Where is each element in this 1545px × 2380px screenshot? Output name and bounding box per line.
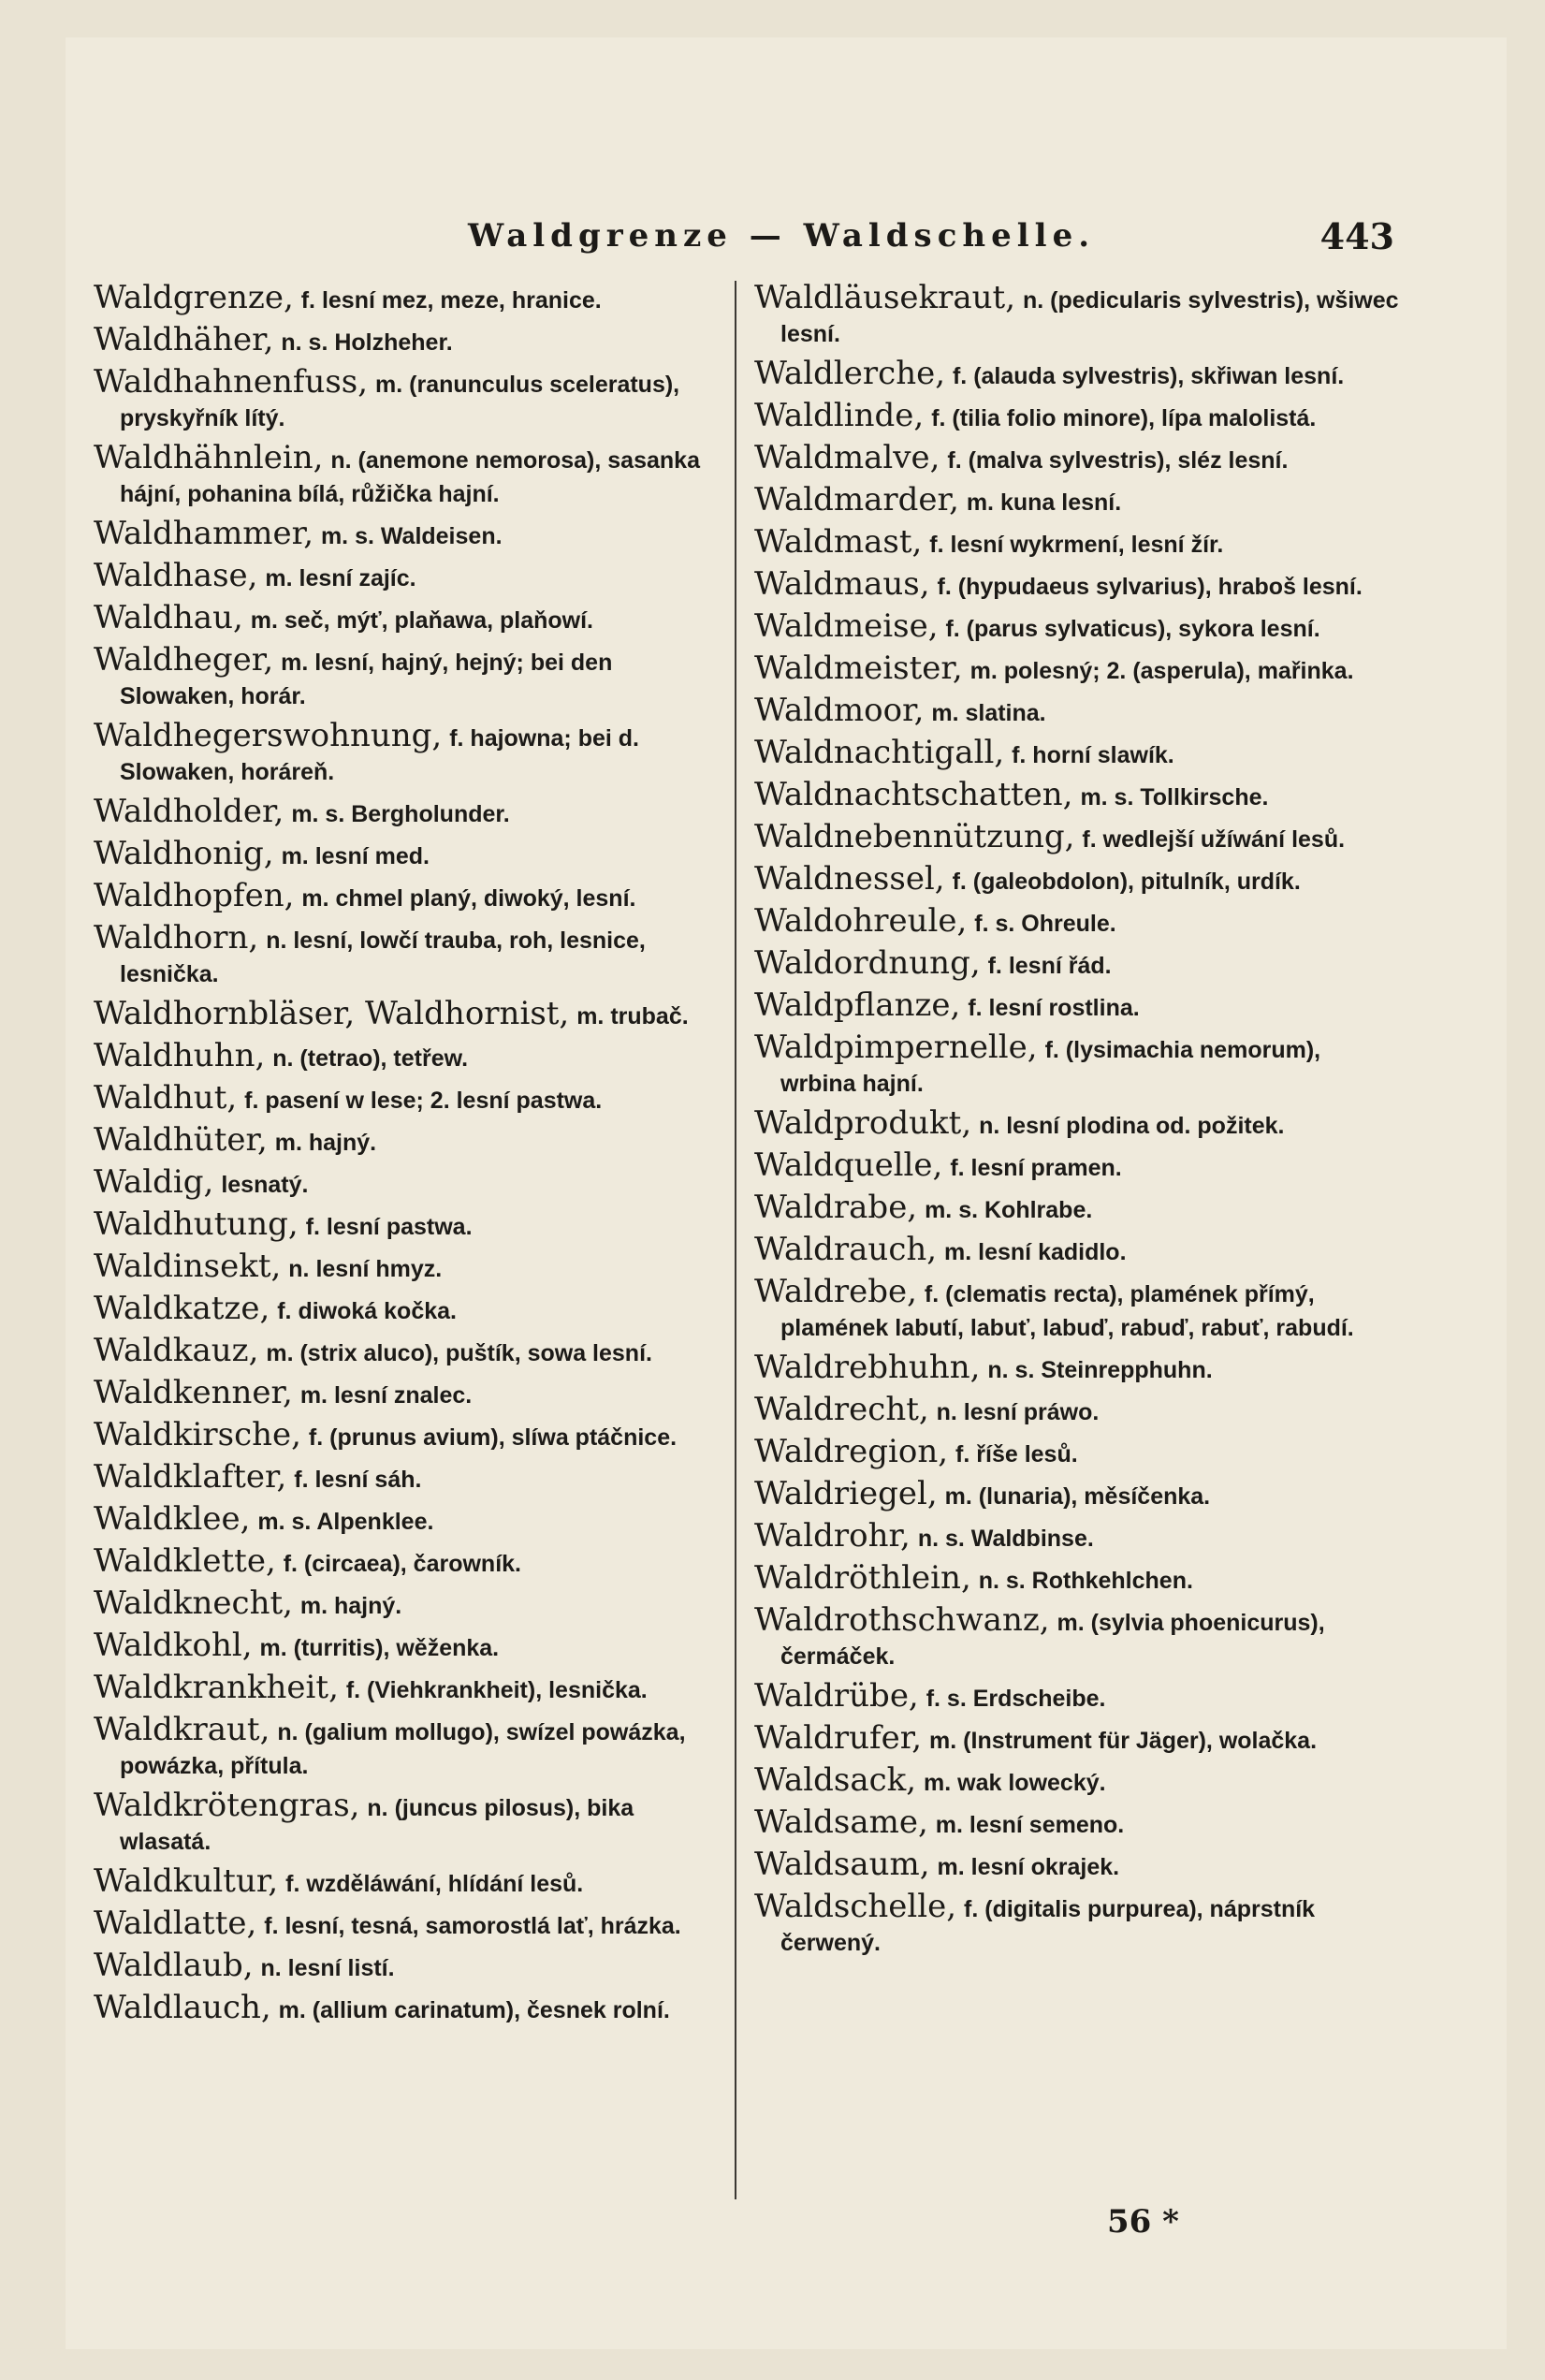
entry-definition: m. wak lowecký. — [924, 1770, 1106, 1796]
column-divider — [735, 281, 736, 2199]
dictionary-entry — [94, 921, 721, 991]
entry-definition: f. diwoká kočka. — [277, 1298, 457, 1324]
entry-headword: Waldkauz, — [94, 1332, 259, 1369]
entry-definition: f. (galeobdolon), pitulník, urdík. — [952, 869, 1301, 895]
entry-headword: Waldhase, — [94, 557, 258, 594]
entry-definition: f. pasení w lese; 2. lesní pastwa. — [244, 1088, 603, 1114]
entry-headword: Waldkenner, — [94, 1374, 293, 1411]
entry-headword: Waldrufer, — [754, 1719, 923, 1757]
entry-definition: n. (tetrao), tetřew. — [272, 1045, 469, 1072]
entry-headword: Waldrecht, — [754, 1391, 929, 1428]
dictionary-entry — [754, 904, 1400, 941]
entry-headword: Waldrohr, — [754, 1517, 911, 1555]
page-header — [468, 217, 1394, 273]
entry-headword: Waldmeister, — [754, 650, 963, 687]
dictionary-entry — [754, 1805, 1400, 1842]
entry-headword: Waldklee, — [94, 1500, 251, 1538]
dictionary-entry — [754, 1721, 1400, 1758]
dictionary-entry — [94, 837, 721, 873]
entry-definition: f. lesní wykrmení, lesní žír. — [929, 532, 1224, 558]
entry-headword: Waldkrötengras, — [94, 1787, 360, 1824]
left-column — [94, 281, 721, 2033]
entry-definition: n. (galium mollugo), swízel powázka, powázka, přítula. — [120, 1719, 686, 1779]
entry-headword: Waldlauch, — [94, 1989, 271, 2026]
dictionary-entry — [94, 1334, 721, 1370]
dictionary-entry — [754, 525, 1400, 562]
dictionary-entry — [754, 1030, 1400, 1101]
dictionary-entry — [754, 1890, 1400, 1960]
entry-headword: Waldkultur, — [94, 1862, 279, 1900]
dictionary-entry — [94, 997, 721, 1033]
entry-definition: m. (Instrument für Jäger), wolačka. — [929, 1728, 1318, 1754]
entry-definition: f. s. Erdscheibe. — [926, 1686, 1106, 1712]
entry-headword: Waldmarder, — [754, 481, 959, 518]
entry-definition: m. s. Waldeisen. — [320, 523, 503, 549]
entry-headword: Waldrabe, — [754, 1189, 918, 1226]
entry-headword: Waldpimpernelle, — [754, 1029, 1038, 1066]
entry-headword: Waldhornbläser, Waldhornist, — [94, 995, 570, 1032]
entry-headword: Waldhähnlein, — [94, 439, 324, 476]
entry-definition: f. (malva sylvestris), sléz lesní. — [947, 447, 1289, 474]
dictionary-entry — [94, 281, 721, 317]
entry-headword: Waldquelle, — [754, 1146, 943, 1184]
entry-definition: n. s. Holzheher. — [281, 329, 453, 356]
entry-headword: Waldhegerswohnung, — [94, 717, 443, 754]
entry-headword: Waldkohl, — [94, 1627, 253, 1664]
entry-definition: m. trubač. — [576, 1003, 689, 1029]
dictionary-entry — [94, 1991, 721, 2027]
dictionary-entry — [94, 601, 721, 637]
entry-headword: Waldschelle, — [754, 1888, 957, 1925]
entry-headword: Waldohreule, — [754, 902, 968, 940]
entry-headword: Waldhopfen, — [94, 877, 295, 914]
dictionary-entry — [754, 567, 1400, 604]
entry-definition: f. wedlejší užíwání lesů. — [1082, 826, 1346, 853]
dictionary-entry — [754, 946, 1400, 983]
dictionary-entry — [754, 736, 1400, 772]
entry-headword: Waldkirsche, — [94, 1416, 301, 1453]
entry-headword: Waldrebe, — [754, 1273, 917, 1310]
dictionary-entry — [754, 1351, 1400, 1387]
entry-definition: m. lesní kadidlo. — [944, 1239, 1127, 1265]
entry-headword: Waldsack, — [754, 1761, 917, 1799]
entry-definition: f. lesní řád. — [987, 953, 1112, 979]
dictionary-entry — [94, 1123, 721, 1160]
dictionary-entry — [94, 1207, 721, 1244]
dictionary-entry — [754, 1233, 1400, 1269]
entry-headword: Waldkrankheit, — [94, 1669, 339, 1706]
entry-headword: Waldröthlein, — [754, 1559, 971, 1597]
entry-headword: Waldregion, — [754, 1433, 949, 1470]
dictionary-entry — [94, 1165, 721, 1202]
dictionary-entry — [754, 988, 1400, 1025]
dictionary-entry — [94, 323, 721, 359]
dictionary-entry — [94, 559, 721, 595]
entry-definition: n. (pedicularis sylvestris), wšiwec lesní. — [780, 287, 1399, 347]
entry-definition: m. chmel planý, diwoký, lesní. — [301, 885, 636, 912]
dictionary-entry — [94, 1949, 721, 1985]
dictionary-entry — [94, 1713, 721, 1783]
dictionary-entry — [94, 1502, 721, 1539]
entry-headword: Waldklafter, — [94, 1458, 287, 1496]
entry-headword: Waldrübe, — [754, 1677, 919, 1715]
entry-headword: Waldinsekt, — [94, 1248, 282, 1285]
entry-headword: Waldordnung, — [754, 944, 981, 982]
entry-headword: Waldkatze, — [94, 1290, 270, 1327]
dictionary-entry — [94, 1460, 721, 1497]
entry-definition: f. lesní mez, meze, hranice. — [300, 287, 602, 314]
entry-definition: m. (ranunculus sceleratus), pryskyřník lítý. — [120, 372, 680, 431]
entry-headword: Waldholder, — [94, 793, 284, 830]
dictionary-entry — [754, 1393, 1400, 1429]
dictionary-entry — [754, 483, 1400, 519]
entry-definition: f. lesní sáh. — [294, 1467, 422, 1493]
entry-headword: Waldhüter, — [94, 1121, 268, 1159]
dictionary-entry — [754, 609, 1400, 646]
entry-headword: Waldhahnenfuss, — [94, 363, 369, 401]
dictionary-entry — [754, 441, 1400, 477]
entry-definition: m. lesní znalec. — [299, 1382, 473, 1409]
entry-headword: Waldmoor, — [754, 692, 925, 729]
right-column — [754, 281, 1400, 1965]
dictionary-entry — [94, 1544, 721, 1581]
dictionary-entry — [94, 1789, 721, 1859]
dictionary-entry — [754, 862, 1400, 898]
entry-definition: n. lesní práwo. — [936, 1399, 1100, 1425]
entry-headword: Waldmalve, — [754, 439, 940, 476]
entry-definition: n. lesní listí. — [260, 1955, 395, 1981]
entry-definition: f. wzděláwání, hlídání lesů. — [285, 1871, 584, 1897]
entry-headword: Waldhutung, — [94, 1205, 299, 1243]
dictionary-entry — [94, 1418, 721, 1454]
entry-definition: m. lesní, hajný, hejný; bei den Slowaken, horár. — [120, 650, 613, 709]
entry-headword: Waldheger, — [94, 641, 274, 679]
entry-definition: f. (parus sylvaticus), sykora lesní. — [945, 616, 1320, 642]
entry-headword: Waldmast, — [754, 523, 923, 561]
entry-definition: m. lesní okrajek. — [937, 1854, 1120, 1880]
dictionary-entry — [94, 1292, 721, 1328]
entry-definition: f. lesní, tesná, samorostlá lať, hrázka. — [264, 1913, 681, 1939]
dictionary-entry — [754, 357, 1400, 393]
entry-definition: m. slatina. — [931, 700, 1046, 726]
entry-definition: m. (sylvia phoenicurus), čermáček. — [780, 1610, 1325, 1670]
entry-headword: Waldriegel, — [754, 1475, 938, 1512]
entry-headword: Waldig, — [94, 1163, 214, 1201]
entry-headword: Waldhammer, — [94, 515, 313, 552]
entry-definition: f. říše lesů. — [955, 1441, 1078, 1467]
entry-definition: m. s. Tollkirsche. — [1080, 784, 1269, 810]
entry-definition: f. (alauda sylvestris), skřiwan lesní. — [952, 363, 1345, 389]
entry-headword: Waldrebhuhn, — [754, 1349, 981, 1386]
entry-headword: Waldhonig, — [94, 835, 274, 872]
entry-definition: f. (tilia folio minore), lípa malolistá. — [931, 405, 1317, 431]
entry-headword: Waldläusekraut, — [754, 279, 1016, 316]
entry-headword: Waldkraut, — [94, 1711, 270, 1748]
dictionary-entry — [754, 1275, 1400, 1345]
entry-headword: Waldnachtigall, — [754, 734, 1005, 771]
entry-headword: Waldhut, — [94, 1079, 238, 1117]
entry-headword: Waldhau, — [94, 599, 243, 636]
entry-headword: Waldnebennützung, — [754, 818, 1075, 855]
entry-headword: Waldmaus, — [754, 565, 930, 603]
dictionary-entry — [94, 517, 721, 553]
entry-headword: Waldrothschwanz, — [754, 1601, 1050, 1639]
entry-definition: f. (digitalis purpurea), náprstník čerwený. — [780, 1896, 1316, 1956]
entry-headword: Waldprodukt, — [754, 1104, 972, 1142]
dictionary-entry — [754, 1847, 1400, 1884]
entry-definition: m. (turritis), wěženka. — [259, 1635, 500, 1661]
entry-definition: m. (strix aluco), puštík, sowa lesní. — [266, 1340, 652, 1366]
page-number: 443 — [1319, 215, 1394, 257]
entry-definition: f. (prunus avium), slíwa ptáčnice. — [308, 1424, 678, 1451]
entry-definition: m. polesný; 2. (asperula), mařinka. — [969, 658, 1354, 684]
dictionary-entry — [94, 1081, 721, 1117]
entry-headword: Waldrauch, — [754, 1231, 938, 1268]
entry-definition: m. lesní semeno. — [935, 1812, 1125, 1838]
entry-definition: m. seč, mýť, plaňawa, plaňowí. — [250, 607, 593, 634]
entry-headword: Waldgrenze, — [94, 279, 294, 316]
entry-headword: Waldhäher, — [94, 321, 274, 358]
entry-definition: f. lesní rostlina. — [968, 995, 1140, 1021]
dictionary-entry — [94, 1039, 721, 1075]
entry-definition: f. (hypudaeus sylvarius), hraboš lesní. — [937, 574, 1363, 600]
entry-definition: f. horní slawík. — [1012, 742, 1174, 768]
dictionary-entry — [754, 399, 1400, 435]
dictionary-entry — [754, 1435, 1400, 1471]
entry-definition: n. lesní, lowčí trauba, roh, lesnice, lesnička. — [120, 927, 646, 987]
entry-definition: f. lesní pastwa. — [305, 1214, 473, 1240]
dictionary-entry — [94, 879, 721, 915]
entry-headword: Waldmeise, — [754, 607, 939, 645]
entry-definition: m. (allium carinatum), česnek rolní. — [278, 1997, 670, 2023]
entry-definition: f. lesní pramen. — [950, 1155, 1122, 1181]
entry-definition: f. s. Ohreule. — [974, 911, 1116, 937]
entry-headword: Waldnachtschatten, — [754, 776, 1073, 813]
entry-definition: f. (clematis recta), plamének přímý, plamének labutí, labuť, labuď, rabuď, rabuť, rabudí. — [780, 1281, 1354, 1341]
dictionary-entry — [94, 1906, 721, 1943]
dictionary-entry — [94, 1376, 721, 1412]
dictionary-entry — [754, 1763, 1400, 1800]
dictionary-entry — [754, 694, 1400, 730]
entry-definition: m. kuna lesní. — [966, 489, 1122, 516]
entry-definition: m. hajný. — [299, 1593, 402, 1619]
running-head: Waldgrenze — Waldschelle. — [468, 217, 1096, 255]
dictionary-entry — [754, 778, 1400, 814]
dictionary-entry — [94, 365, 721, 435]
entry-headword: Waldlatte, — [94, 1905, 257, 1942]
entry-definition: n. s. Rothkehlchen. — [978, 1568, 1193, 1594]
dictionary-entry — [754, 1148, 1400, 1185]
dictionary-entry — [754, 1106, 1400, 1143]
entry-headword: Waldhuhn, — [94, 1037, 266, 1074]
dictionary-entry — [94, 719, 721, 789]
entry-definition: f. (lysimachia nemorum), wrbina hajní. — [780, 1037, 1321, 1097]
entry-definition: f. hajowna; bei d. Slowaken, horáreň. — [120, 725, 639, 785]
entry-definition: n. lesní plodina od. požitek. — [979, 1113, 1285, 1139]
dictionary-entry — [754, 651, 1400, 688]
entry-definition: m. (lunaria), měsíčenka. — [944, 1483, 1211, 1510]
entry-headword: Waldsame, — [754, 1803, 928, 1841]
entry-headword: Waldnessel, — [754, 860, 945, 898]
signature-mark: 56 * — [1107, 2203, 1179, 2241]
entry-definition: n. lesní hmyz. — [288, 1256, 443, 1282]
entry-definition: n. (anemone nemorosa), sasanka hájní, pohanina bílá, růžička hajní. — [120, 447, 700, 507]
entry-definition: m. lesní zajíc. — [265, 565, 416, 591]
entry-definition: n. (juncus pilosus), bika wlasatá. — [120, 1795, 634, 1855]
dictionary-entry — [94, 441, 721, 511]
dictionary-entry — [94, 1249, 721, 1286]
dictionary-entry — [754, 1190, 1400, 1227]
dictionary-entry — [94, 1628, 721, 1665]
entry-definition: f. (circaea), čarowník. — [283, 1551, 521, 1577]
entry-definition: m. s. Alpenklee. — [257, 1509, 434, 1535]
entry-headword: Waldsaum, — [754, 1846, 930, 1883]
entry-definition: n. s. Waldbinse. — [917, 1526, 1094, 1552]
entry-headword: Waldlerche, — [754, 355, 946, 392]
entry-headword: Waldpflanze, — [754, 986, 961, 1024]
dictionary-entry — [94, 1864, 721, 1901]
entry-definition: m. hajný. — [274, 1130, 377, 1156]
dictionary-entry — [754, 1519, 1400, 1555]
entry-headword: Waldlinde, — [754, 397, 925, 434]
dictionary-entry — [754, 820, 1400, 856]
entry-definition: m. s. Bergholunder. — [291, 801, 510, 827]
entry-definition: lesnatý. — [221, 1172, 309, 1198]
dictionary-entry — [94, 1671, 721, 1707]
dictionary-entry — [94, 1586, 721, 1623]
entry-headword: Waldlaub, — [94, 1947, 254, 1984]
dictionary-entry — [754, 1679, 1400, 1716]
dictionary-entry — [94, 795, 721, 831]
dictionary-entry — [754, 281, 1400, 351]
entry-headword: Waldklette, — [94, 1542, 276, 1580]
entry-headword: Waldknecht, — [94, 1584, 293, 1622]
entry-definition: n. s. Steinrepphuhn. — [987, 1357, 1213, 1383]
entry-definition: m. lesní med. — [281, 843, 430, 869]
dictionary-entry — [754, 1561, 1400, 1598]
entry-headword: Waldhorn, — [94, 919, 259, 956]
entry-definition: f. (Viehkrankheit), lesnička. — [345, 1677, 648, 1703]
dictionary-entry — [94, 643, 721, 713]
dictionary-entry — [754, 1603, 1400, 1673]
dictionary-entry — [754, 1477, 1400, 1513]
entry-definition: m. s. Kohlrabe. — [925, 1197, 1093, 1223]
